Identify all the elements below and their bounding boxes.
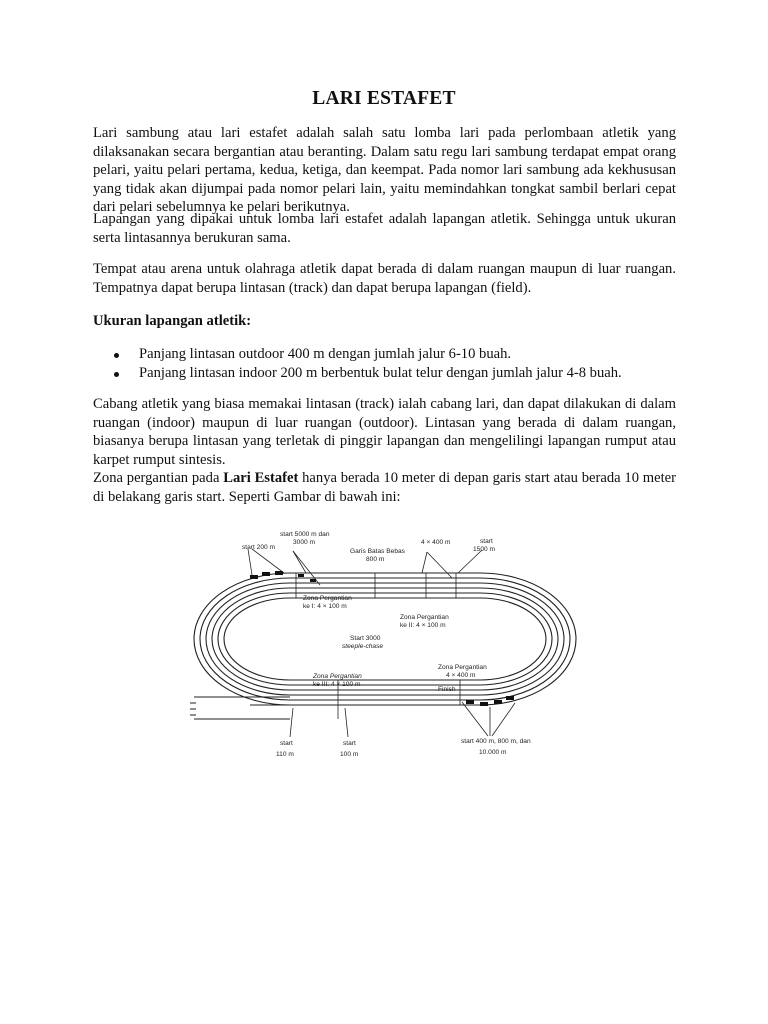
label-start3000-line2: steeple-chase — [342, 643, 384, 650]
track-diagram-svg — [190, 527, 582, 759]
bullet-icon — [114, 353, 119, 358]
label-start-200: start 200 m — [242, 544, 275, 551]
paragraph-track: Cabang atletik yang biasa memakai lintasan (track) ialah cabang lari, dan dapat dilakukan di dalam ruangan (indoor) maupun di luar ruangan (outdoor). Lintasan yang berada di dalam ruangan, biasanya berupa lintasan yang terletak di pinggir lapangan dan mengelilingi lapangan rumput atau karpet rumput sintesis. — [93, 396, 676, 468]
label-start400-line2: 10.000 m — [479, 749, 507, 756]
label-zona3-line1: Zona Pergantian — [313, 673, 362, 680]
list-item — [93, 345, 683, 364]
label-zona2-line1: Zona Pergantian — [400, 614, 449, 621]
label-garis-line2: 800 m — [366, 556, 385, 563]
relay-zone-text-start: Zona pergantian pada — [93, 470, 224, 486]
label-zona3-line2: ke III: 4 × 100 m — [313, 681, 361, 688]
venue-paragraph-block — [93, 260, 676, 297]
bullet-icon — [114, 372, 119, 377]
field-paragraph-block — [93, 210, 676, 247]
list-item-text: Panjang lintasan outdoor 400 m dengan jumlah jalur 6-10 buah. — [139, 346, 512, 362]
label-start110-line1: start — [280, 740, 293, 747]
relay-zone-bold: Lari Estafet — [223, 470, 299, 486]
list-item-text: Panjang lintasan indoor 200 m berbentuk bulat telur dengan jumlah jalur 4-8 buah. — [139, 365, 622, 381]
label-start100-line1: start — [343, 740, 356, 747]
label-start400-line1: start 400 m, 800 m, dan — [461, 738, 531, 745]
label-start100-line2: 100 m — [340, 751, 359, 758]
relay-zone-text-end: hanya berada 10 meter di depan garis start atau berada 10 meter di belakang garis start. Seperti Gambar di bawah ini: — [93, 470, 676, 505]
list-item — [93, 364, 683, 383]
label-relay-4x400: 4 × 400 m — [421, 539, 451, 546]
paragraph-field: Lapangan yang dipakai untuk lomba lari estafet adalah lapangan atletik. Sehingga untuk ukuran serta lintasannya berukuran sama. — [93, 211, 676, 246]
paragraph-definition: Lari sambung atau lari estafet adalah salah satu lomba lari pada perlombaan atletik yang dilaksanakan secara bergantian atau beranting. Dalam satu regu lari sambung terdapat empat orang pelari, yaitu pelari pertama, kedua, ketiga, dan keempat. Pada nomor lari sambung ada kekhususan yang tidak akan dijumpai pada nomor pelari lain, yaitu memindahkan tongkat sambil berlari cepat dari pelari sebelumnya ke pelari berikutnya. — [93, 125, 676, 215]
page-title: LARI ESTAFET — [312, 88, 456, 109]
track-paragraph-block — [93, 395, 676, 506]
paragraph-venue: Tempat atau arena untuk olahraga atletik dapat berada di dalam ruangan maupun di luar ruangan. Tempatnya dapat berupa lintasan (track) dan dapat berupa lapangan (field). — [93, 261, 676, 296]
label-start3000-line1: Start 3000 — [350, 635, 381, 642]
label-zona1-line1: Zona Pergantian — [303, 595, 352, 602]
track-diagram — [190, 527, 582, 759]
label-zona2-line2: ke II: 4 × 100 m — [400, 622, 446, 629]
paragraph-relay-zone — [93, 469, 676, 506]
label-zona4-line1: Zona Pergantian — [438, 664, 487, 671]
label-start-1500-line2: 1500 m — [473, 546, 495, 553]
label-finish: Finish — [438, 686, 456, 693]
start-marks — [250, 571, 514, 706]
section-heading: Ukuran lapangan atletik: — [93, 313, 252, 329]
label-start-5000-line2: 3000 m — [293, 539, 315, 546]
label-start-1500-line1: start — [480, 538, 493, 545]
label-zona1-line2: ke I: 4 × 100 m — [303, 603, 347, 610]
label-garis-line1: Garis Batas Bebas — [350, 548, 405, 555]
label-start-5000-line1: start 5000 m dan — [280, 531, 330, 538]
label-zona4-line2: 4 × 400 m — [446, 672, 476, 679]
size-list — [93, 345, 683, 383]
intro-paragraph — [93, 124, 676, 217]
label-start110-line2: 110 m — [276, 751, 294, 758]
